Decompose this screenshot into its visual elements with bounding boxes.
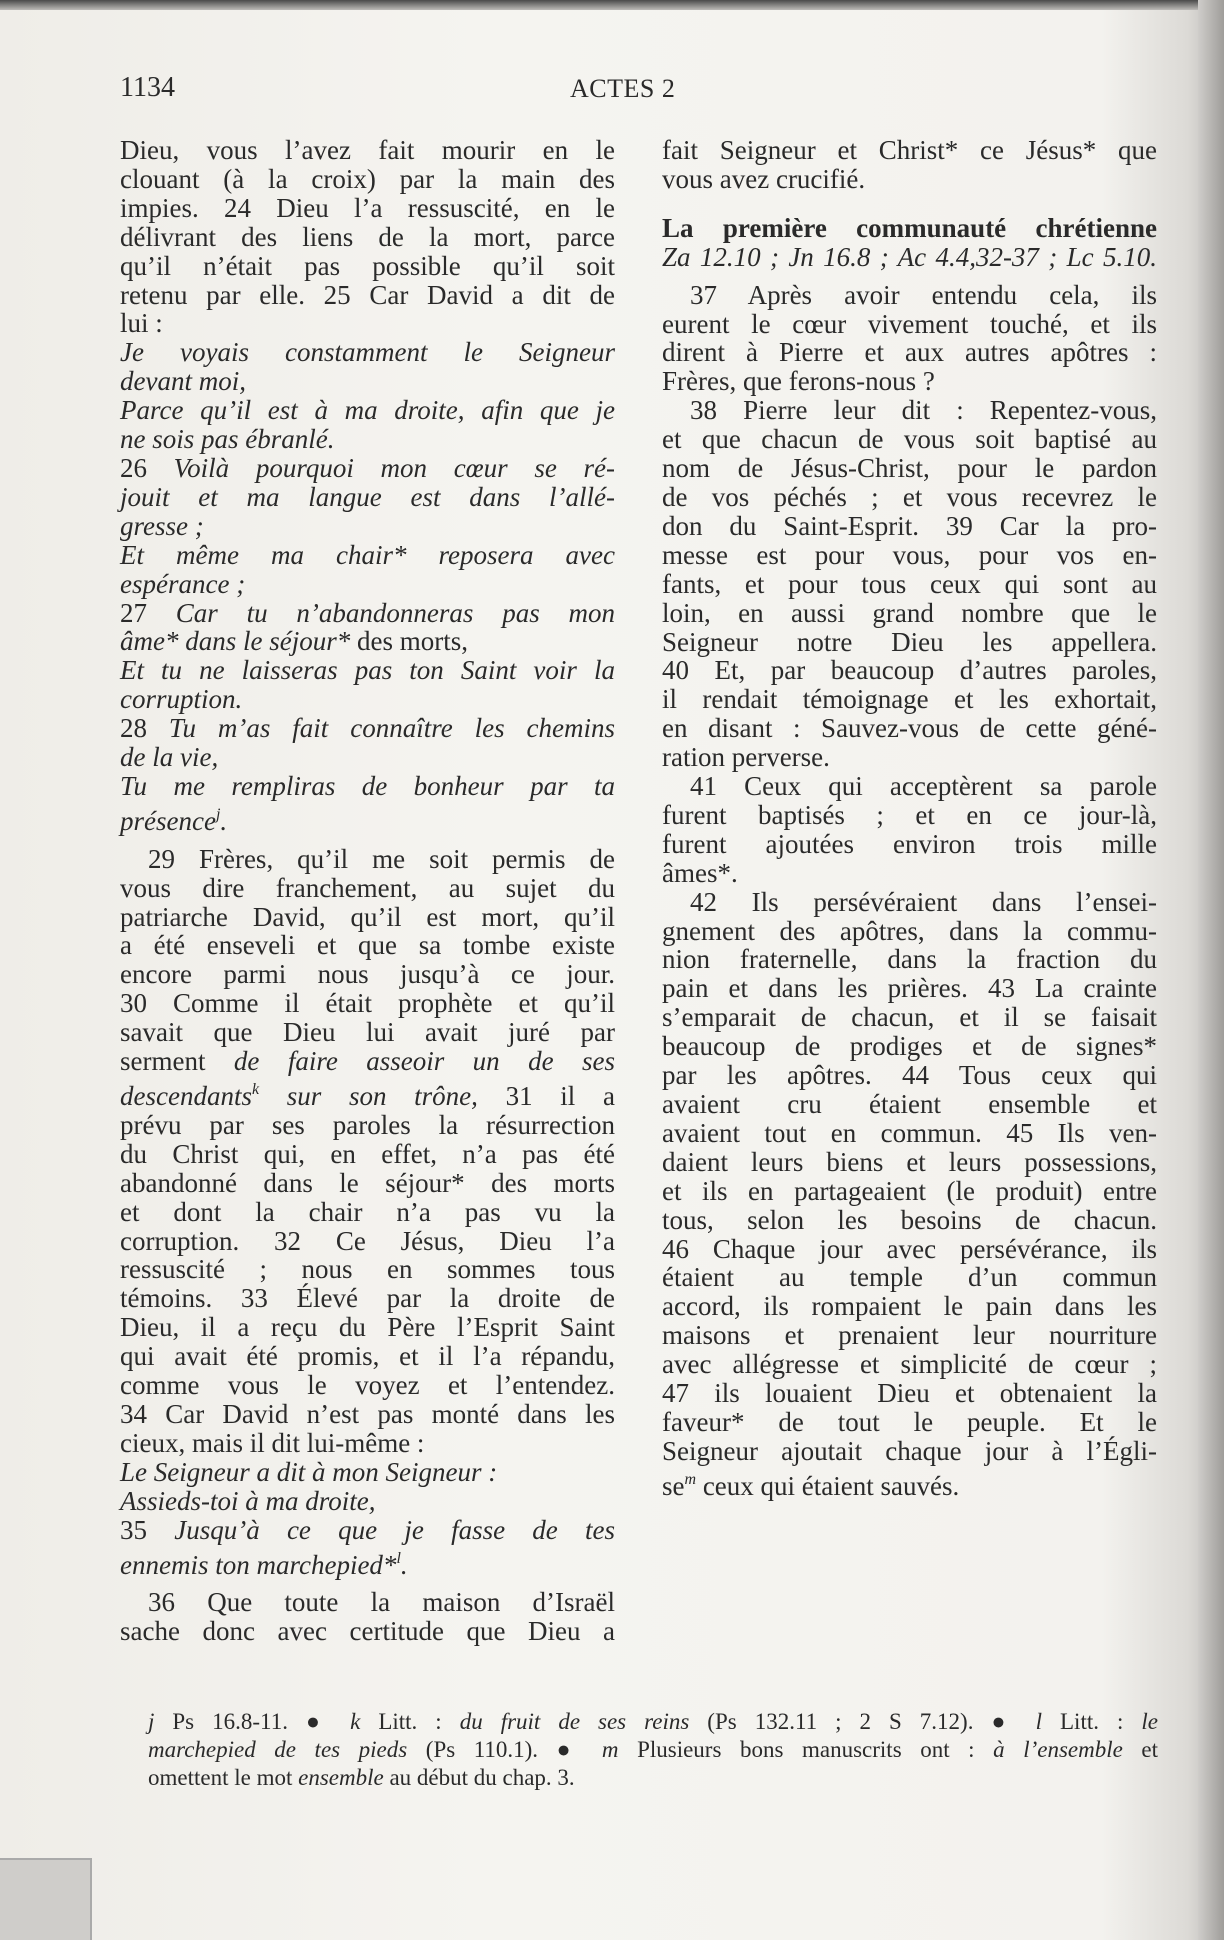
text-line: [120, 1371, 615, 1400]
text-segment: Ps 16.8-11. ●: [154, 1709, 351, 1734]
text-segment: (Ps 110.1). ●: [407, 1737, 602, 1762]
text-line: [120, 1400, 615, 1429]
text-segment: au début du chap. 3.: [383, 1765, 575, 1790]
text-line: [662, 165, 1157, 194]
text-segment: Plusieurs bons manuscrits ont :: [618, 1737, 994, 1762]
footnote-marker: k: [251, 1081, 260, 1098]
text-segment: avaient tout en commun. 45 Ils ven-: [662, 1117, 1157, 1148]
text-line: [120, 1255, 615, 1284]
text-segment: Seigneur notre Dieu les appellera.: [662, 626, 1157, 657]
text-segment: 30 Comme il était prophète et qu’il: [120, 988, 615, 1019]
text-segment: vous dire franchement, au sujet du: [120, 872, 615, 903]
text-segment: abandonné dans le séjour* des morts: [120, 1167, 615, 1198]
text-segment: 27: [120, 597, 176, 628]
text-segment: Dieu, vous l’avez fait mourir en le: [120, 135, 615, 165]
text-line: [120, 1018, 615, 1047]
text-line: [662, 281, 1157, 310]
text-line: [120, 1429, 615, 1458]
text-line: [120, 570, 615, 599]
text-line: [120, 656, 615, 685]
text-line: [120, 1169, 615, 1198]
text-segment: loin, en aussi grand nombre que le: [662, 597, 1157, 628]
text-line: [662, 656, 1157, 685]
text-segment: espérance ;: [120, 568, 246, 599]
text-segment: et ils en partageaient (le produit) entre: [662, 1175, 1157, 1206]
text-line: [662, 830, 1157, 859]
text-segment: .: [220, 805, 228, 836]
text-segment: pain et dans les prières. 43 La crainte: [662, 973, 1157, 1004]
text-segment: j: [148, 1709, 155, 1734]
text-segment: témoins. 33 Élevé par la droite de: [120, 1283, 615, 1314]
text-segment: gresse ;: [120, 510, 204, 541]
text-segment: qui avait été promis, et il l’a répandu,: [120, 1341, 615, 1372]
text-segment: devant moi,: [120, 366, 246, 397]
text-segment: Et tu ne laisseras pas ton Saint voir la: [120, 655, 615, 686]
text-segment: du Christ qui, en effet, n’a pas été: [120, 1138, 615, 1169]
text-segment: des morts,: [350, 626, 468, 657]
text-line: [662, 685, 1157, 714]
section-heading: [662, 214, 1157, 243]
text-segment: 37 Après avoir entendu cela, ils: [690, 279, 1157, 310]
footnote-line: [148, 1764, 1158, 1792]
text-segment: 36 Que toute la maison d’Israël: [148, 1587, 615, 1618]
text-segment: présence: [120, 805, 216, 836]
footnote-marker: m: [684, 1470, 697, 1488]
footnote-marker: j: [215, 805, 221, 823]
text-line: [662, 396, 1157, 425]
text-segment: patriarche David, qu’il est mort, qu’il: [120, 901, 615, 932]
text-line: [662, 1061, 1157, 1090]
text-segment: ensemble: [298, 1765, 384, 1790]
text-segment: beaucoup de prodiges et de signes*: [662, 1031, 1157, 1062]
page-right-edge-shadow: [1198, 0, 1224, 1940]
text-line: [120, 281, 615, 310]
text-line: [120, 483, 615, 512]
text-line: [662, 483, 1157, 512]
text-line: [120, 165, 615, 194]
text-segment: Voilà pourquoi mon cœur se ré-: [173, 452, 616, 483]
text-segment: impies. 24 Dieu l’a ressuscité, en le: [120, 192, 615, 223]
text-line: [662, 454, 1157, 483]
text-line: [662, 1119, 1157, 1148]
text-segment: 35: [120, 1514, 175, 1545]
text-segment: 28: [120, 713, 169, 744]
text-segment: étaient au temple d’un commun: [662, 1262, 1157, 1293]
text-segment: Frères, que ferons-nous ?: [662, 366, 935, 397]
text-segment: Za 12.10 ; Jn 16.8 ; Ac 4.4,32-37 ; Lc 5.10.: [662, 241, 1157, 272]
text-segment: Parce qu’il est à ma droite, afin que je: [120, 395, 615, 426]
text-line: [662, 1177, 1157, 1206]
scan-top-edge: [0, 0, 1224, 10]
text-segment: âmes*.: [662, 857, 738, 888]
text-segment: prévu par ses paroles la résurrection: [120, 1109, 615, 1140]
text-segment: avaient cru étaient ensemble et: [662, 1089, 1157, 1119]
text-line: [120, 252, 615, 281]
text-line: [662, 1350, 1157, 1379]
text-line: [662, 1292, 1157, 1321]
text-line: [662, 1466, 1157, 1501]
text-segment: 46 Chaque jour avec persévérance, ils: [662, 1233, 1157, 1264]
text-line: [120, 1076, 615, 1111]
text-segment: Je voyais constamment le Seigneur: [120, 337, 615, 368]
text-segment: se: [662, 1470, 685, 1501]
text-segment: tous, selon les besoins de chacun.: [662, 1204, 1157, 1235]
text-segment: fait Seigneur et Christ* ce Jésus* que: [662, 135, 1157, 165]
text-line: [120, 425, 615, 454]
text-line: [120, 874, 615, 903]
text-segment: 47 ils louaient Dieu et obtenaient la: [662, 1378, 1157, 1409]
text-segment: faveur* de tout le peuple. Et le: [662, 1406, 1157, 1437]
text-segment: accord, ils rompaient le pain dans les: [662, 1291, 1157, 1322]
text-segment: sur son trône,: [259, 1081, 478, 1111]
text-line: [120, 1458, 615, 1487]
text-segment: La première communauté chrétienne: [662, 212, 1157, 243]
text-segment: dirent à Pierre et aux autres apôtres :: [662, 337, 1157, 368]
text-segment: de vos péchés ; et vous recevrez le: [662, 481, 1157, 512]
text-line: [120, 845, 615, 874]
text-line: [662, 974, 1157, 1003]
text-line: [120, 1588, 615, 1617]
text-segment: furent ajoutées environ trois mille: [662, 828, 1157, 859]
text-line: [662, 1379, 1157, 1408]
text-line: [120, 1198, 615, 1227]
text-line: [662, 1206, 1157, 1235]
text-segment: Le Seigneur a dit à mon Seigneur :: [120, 1456, 498, 1487]
text-segment: 40 Et, par beaucoup d’autres paroles,: [662, 655, 1157, 686]
text-line: [662, 1148, 1157, 1177]
text-segment: Jusqu’à ce que je fasse de tes: [174, 1514, 615, 1545]
text-segment: daient leurs biens et leurs possessions,: [662, 1146, 1157, 1177]
text-segment: k: [350, 1709, 361, 1734]
text-line: [120, 801, 615, 836]
text-segment: qu’il n’était pas possible qu’il soit: [120, 250, 615, 281]
text-segment: furent baptisés ; et en ce jour-là,: [662, 799, 1157, 830]
text-segment: Seigneur ajoutait chaque jour à l’Égli-: [662, 1435, 1157, 1466]
text-segment: fants, et pour tous ceux qui sont au: [662, 568, 1157, 599]
text-line: [120, 903, 615, 932]
text-line: [120, 772, 615, 801]
text-segment: Assieds-toi à ma droite,: [120, 1485, 376, 1516]
text-line: [120, 1545, 615, 1580]
text-segment: Litt. :: [360, 1709, 460, 1734]
text-segment: ceux qui étaient sauvés.: [696, 1470, 960, 1501]
text-segment: clouant (à la croix) par la main des: [120, 163, 615, 194]
text-line: [120, 1111, 615, 1140]
text-segment: l: [1035, 1709, 1042, 1734]
text-segment: et dont la chair n’a pas vu la: [120, 1196, 615, 1227]
text-segment: ennemis ton marchepied*: [120, 1549, 397, 1580]
text-line: [120, 136, 615, 165]
text-line: [120, 931, 615, 960]
text-segment: Et même ma chair* reposera avec: [120, 539, 615, 570]
text-segment: corruption.: [120, 684, 243, 715]
text-line: [120, 1313, 615, 1342]
text-segment: .: [400, 1549, 408, 1580]
text-segment: don du Saint-Esprit. 39 Car la pro-: [662, 510, 1157, 541]
text-line: [662, 310, 1157, 339]
text-line: [120, 743, 615, 772]
text-line: [120, 223, 615, 252]
text-line: [120, 1284, 615, 1313]
text-segment: 42 Ils persévéraient dans l’ensei-: [690, 886, 1157, 917]
text-line: [120, 194, 615, 223]
text-segment: comme vous le voyez et l’entendez.: [120, 1370, 615, 1401]
text-segment: nom de Jésus-Christ, pour le pardon: [662, 453, 1157, 484]
text-segment: descendants: [120, 1081, 252, 1111]
text-line: [662, 1003, 1157, 1032]
text-segment: s’emparait de chacun, et il se faisait: [662, 1002, 1157, 1033]
left-column: [120, 136, 615, 1646]
text-line: [662, 1263, 1157, 1292]
text-line: [662, 628, 1157, 657]
text-segment: ration perverse.: [662, 742, 830, 773]
text-segment: il rendait témoignage et les exhortait,: [662, 684, 1157, 715]
text-line: [120, 960, 615, 989]
text-segment: a été enseveli et que sa tombe existe: [120, 930, 615, 961]
text-line: [120, 989, 615, 1018]
text-segment: 41 Ceux qui acceptèrent sa parole: [690, 771, 1157, 802]
text-segment: et: [1122, 1737, 1158, 1762]
footnote-line: [148, 1736, 1158, 1764]
text-segment: le: [1141, 1709, 1158, 1734]
text-line: [662, 338, 1157, 367]
text-segment: maisons et prenaient leur nourriture: [662, 1320, 1157, 1351]
page-number: 1134: [120, 72, 175, 103]
text-segment: délivrant des liens de la mort, parce: [120, 221, 615, 252]
text-line: [662, 1408, 1157, 1437]
text-line: [120, 1487, 615, 1516]
text-line: [662, 425, 1157, 454]
text-line: [662, 743, 1157, 772]
footnote-line: [148, 1708, 1158, 1736]
text-line: [120, 309, 615, 338]
text-line: [120, 1516, 615, 1545]
text-line: [662, 945, 1157, 974]
text-line: [120, 396, 615, 425]
text-segment: âme* dans le séjour*: [120, 626, 351, 657]
text-segment: retenu par elle. 25 Car David a dit de: [120, 279, 615, 310]
text-line: [120, 1617, 615, 1646]
text-segment: sache donc avec certitude que Dieu a: [120, 1616, 615, 1647]
text-line: [120, 1047, 615, 1076]
text-segment: et que chacun de vous soit baptisé au: [662, 424, 1157, 455]
text-line: [120, 1140, 615, 1169]
text-segment: à l’ensemble: [993, 1737, 1123, 1762]
page-corner-fold: [0, 1858, 92, 1940]
running-head: ACTES 2: [570, 74, 676, 103]
text-line: [662, 714, 1157, 743]
text-line: [662, 243, 1157, 272]
text-segment: 31 il a: [477, 1081, 615, 1111]
text-line: [662, 1032, 1157, 1061]
text-line: [662, 917, 1157, 946]
text-segment: messe est pour vous, pour vos en-: [662, 539, 1157, 570]
text-segment: serment: [120, 1046, 234, 1077]
text-segment: savait que Dieu lui avait juré par: [120, 1017, 615, 1048]
text-segment: omettent le mot: [148, 1765, 299, 1790]
text-line: [120, 512, 615, 541]
text-line: [662, 859, 1157, 888]
text-segment: vous avez crucifié.: [662, 163, 866, 194]
text-line: [662, 888, 1157, 917]
text-segment: de faire asseoir un de ses: [233, 1046, 615, 1077]
text-segment: Car tu n’abandonneras pas mon: [175, 597, 615, 628]
text-segment: gnement des apôtres, dans la commu-: [662, 915, 1157, 946]
text-segment: en disant : Sauvez-vous de cette géné-: [662, 713, 1157, 744]
text-segment: avec allégresse et simplicité de cœur ;: [662, 1349, 1157, 1380]
text-segment: jouit et ma langue est dans l’allé-: [120, 481, 615, 512]
text-line: [662, 1090, 1157, 1119]
text-segment: m: [601, 1737, 619, 1762]
text-line: [120, 599, 615, 628]
text-line: [662, 599, 1157, 628]
text-segment: Litt. :: [1042, 1709, 1142, 1734]
text-segment: de la vie,: [120, 742, 219, 773]
text-line: [662, 1235, 1157, 1264]
text-line: [662, 772, 1157, 801]
text-segment: ne sois pas ébranlé.: [120, 424, 335, 455]
text-line: [662, 570, 1157, 599]
text-line: [120, 367, 615, 396]
text-segment: lui :: [120, 308, 163, 339]
text-line: [662, 1437, 1157, 1466]
text-segment: Dieu, il a reçu du Père l’Esprit Saint: [120, 1312, 615, 1343]
text-segment: du fruit de ses reins: [459, 1709, 690, 1734]
text-segment: Tu m’as fait connaître les chemins: [168, 713, 615, 744]
text-line: [120, 338, 615, 367]
text-line: [120, 454, 615, 483]
text-segment: encore parmi nous jusqu’à ce jour.: [120, 959, 615, 990]
text-line: [662, 367, 1157, 396]
text-segment: 29 Frères, qu’il me soit permis de: [148, 843, 615, 874]
footnotes: [148, 1708, 1158, 1792]
text-line: [662, 541, 1157, 570]
text-line: [120, 714, 615, 743]
text-segment: cieux, mais il dit lui-même :: [120, 1427, 425, 1458]
text-segment: corruption. 32 Ce Jésus, Dieu l’a: [120, 1225, 615, 1256]
text-segment: 38 Pierre leur dit : Repentez-vous,: [690, 395, 1157, 426]
text-line: [120, 627, 615, 656]
text-line: [120, 1342, 615, 1371]
text-segment: eurent le cœur vivement touché, et ils: [662, 308, 1157, 339]
text-line: [120, 541, 615, 570]
text-segment: (Ps 132.11 ; 2 S 7.12). ●: [689, 1709, 1036, 1734]
text-line: [662, 512, 1157, 541]
text-line: [662, 136, 1157, 165]
text-segment: Tu me rempliras de bonheur par ta: [120, 770, 615, 801]
footnote-marker: l: [396, 1549, 401, 1567]
text-segment: par les apôtres. 44 Tous ceux qui: [662, 1060, 1157, 1091]
text-line: [120, 1227, 615, 1256]
text-segment: nion fraternelle, dans la fraction du: [662, 944, 1157, 975]
right-column: [662, 136, 1157, 1501]
text-line: [120, 685, 615, 714]
text-segment: 34 Car David n’est pas monté dans les: [120, 1398, 615, 1429]
text-line: [662, 801, 1157, 830]
text-segment: ressuscité ; nous en sommes tous: [120, 1254, 615, 1285]
text-line: [662, 1321, 1157, 1350]
text-segment: marchepied de tes pieds: [148, 1737, 408, 1762]
text-segment: 26: [120, 452, 174, 483]
